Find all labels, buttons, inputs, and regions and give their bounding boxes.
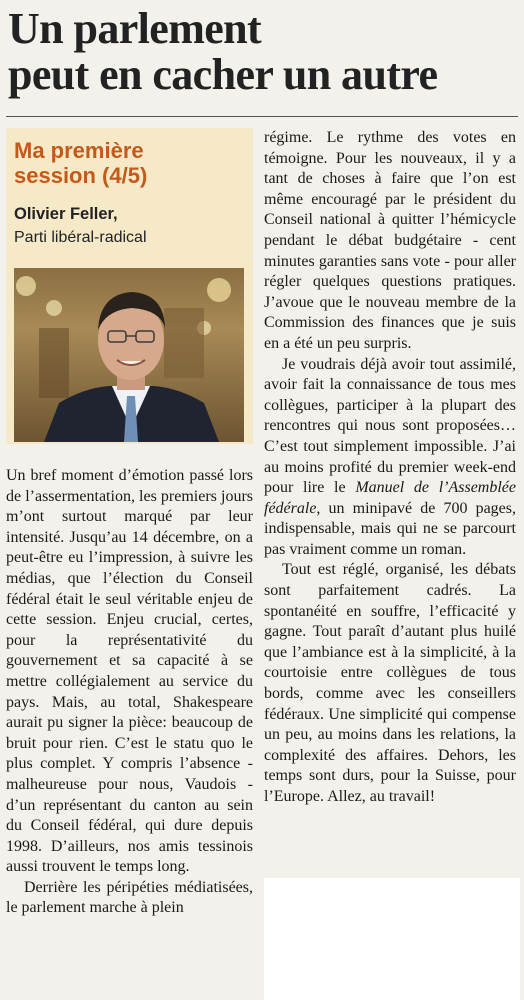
headline-line-2: peut en cacher un autre	[8, 50, 438, 99]
paragraph-2-part-2: régime. Le rythme des votes en témoigne. Pour les nouveaux, il y a tant de choses à faire que l’on est même encouragé par le président du Conseil national à quitter l’hémicycle pendant le débat budgétaire - cent minutes garanties sans vote - pour aller régler quelques questions pratiques. J’avoue que le nouveau membre de la Commission des finances que je suis en a été un peu surpris.	[264, 129, 516, 352]
blank-area	[264, 878, 520, 1000]
author-party: Parti libéral-radical	[14, 228, 147, 246]
right-column	[264, 128, 516, 808]
paragraph-3	[264, 355, 516, 561]
series-title-line-1: Ma première	[14, 138, 144, 163]
left-column	[6, 128, 253, 919]
manual-title: Manuel de l’Assemblée fédérale	[264, 479, 516, 517]
author-box	[6, 128, 253, 444]
series-title-line-2: session (4/5)	[14, 163, 148, 188]
author-portrait-image	[14, 268, 244, 442]
series-title	[14, 138, 245, 188]
paragraph-3-start: Je voudrais déjà avoir tout assimilé, avoir fait la connaissance de tous mes collègues, participer à la plupart des rencontres qui nous sont proposées… C’est tout simplement impossible. J’ai au moins profité du premier week-end pour lire le	[264, 355, 516, 497]
author-photo	[14, 268, 244, 442]
headline-rule	[6, 116, 518, 117]
paragraph-4: Tout est réglé, organisé, les débats sont parfaitement cadrés. La spontanéité en souffre, l’efficacité y gagne. Tout paraît d’autant plus huilé que l’ambiance est à la simplicité, à la courtoisie entre collègues de tous bords, comme avec les conseillers fédéraux. Une simplicité qui compense un peu, au moins dans les relations, la complexité des affaires. Dehors, les temps sont durs, pour la Suisse, pour l’Europe. Allez, au travail!	[264, 561, 516, 805]
headline	[8, 6, 518, 98]
paragraph-1: Un bref moment d’émotion passé lors de l’assermentation, les premiers jours m’ont surtout marqué par leur intensité. Jusqu’au 14 décembre, on a peut-être eu l’impression, à suivre les médias, que l’élection du Conseil fédéral était le seul véritable enjeu de cette session. Enjeu crucial, certes, pour la représentativité du gouvernement et sa capacité à se mettre collégialement au service du pays. Mais, au total, Shakespeare aurait pu signer la pièce: beaucoup de bruit pour rien. C’est le statu quo le plus complet. Y compris l’absence - malheureuse pour nous, Vaudois - d’un représentant du canton au sein du Conseil fédéral, qui dure depuis 1998. D’ailleurs, nos amis tessinois aussi trouvent le temps long.	[6, 467, 253, 876]
headline-line-1: Un parlement	[8, 4, 262, 53]
author-name: Olivier Feller,	[14, 205, 118, 223]
paragraph-3-end: , un minipavé de 700 pages, indispensable, mais qui ne se parcourt pas vraiment comme un roman.	[264, 499, 516, 558]
paragraph-2-part-1: Derrière les péripéties médiatisées, le parlement marche à plein	[6, 878, 253, 917]
